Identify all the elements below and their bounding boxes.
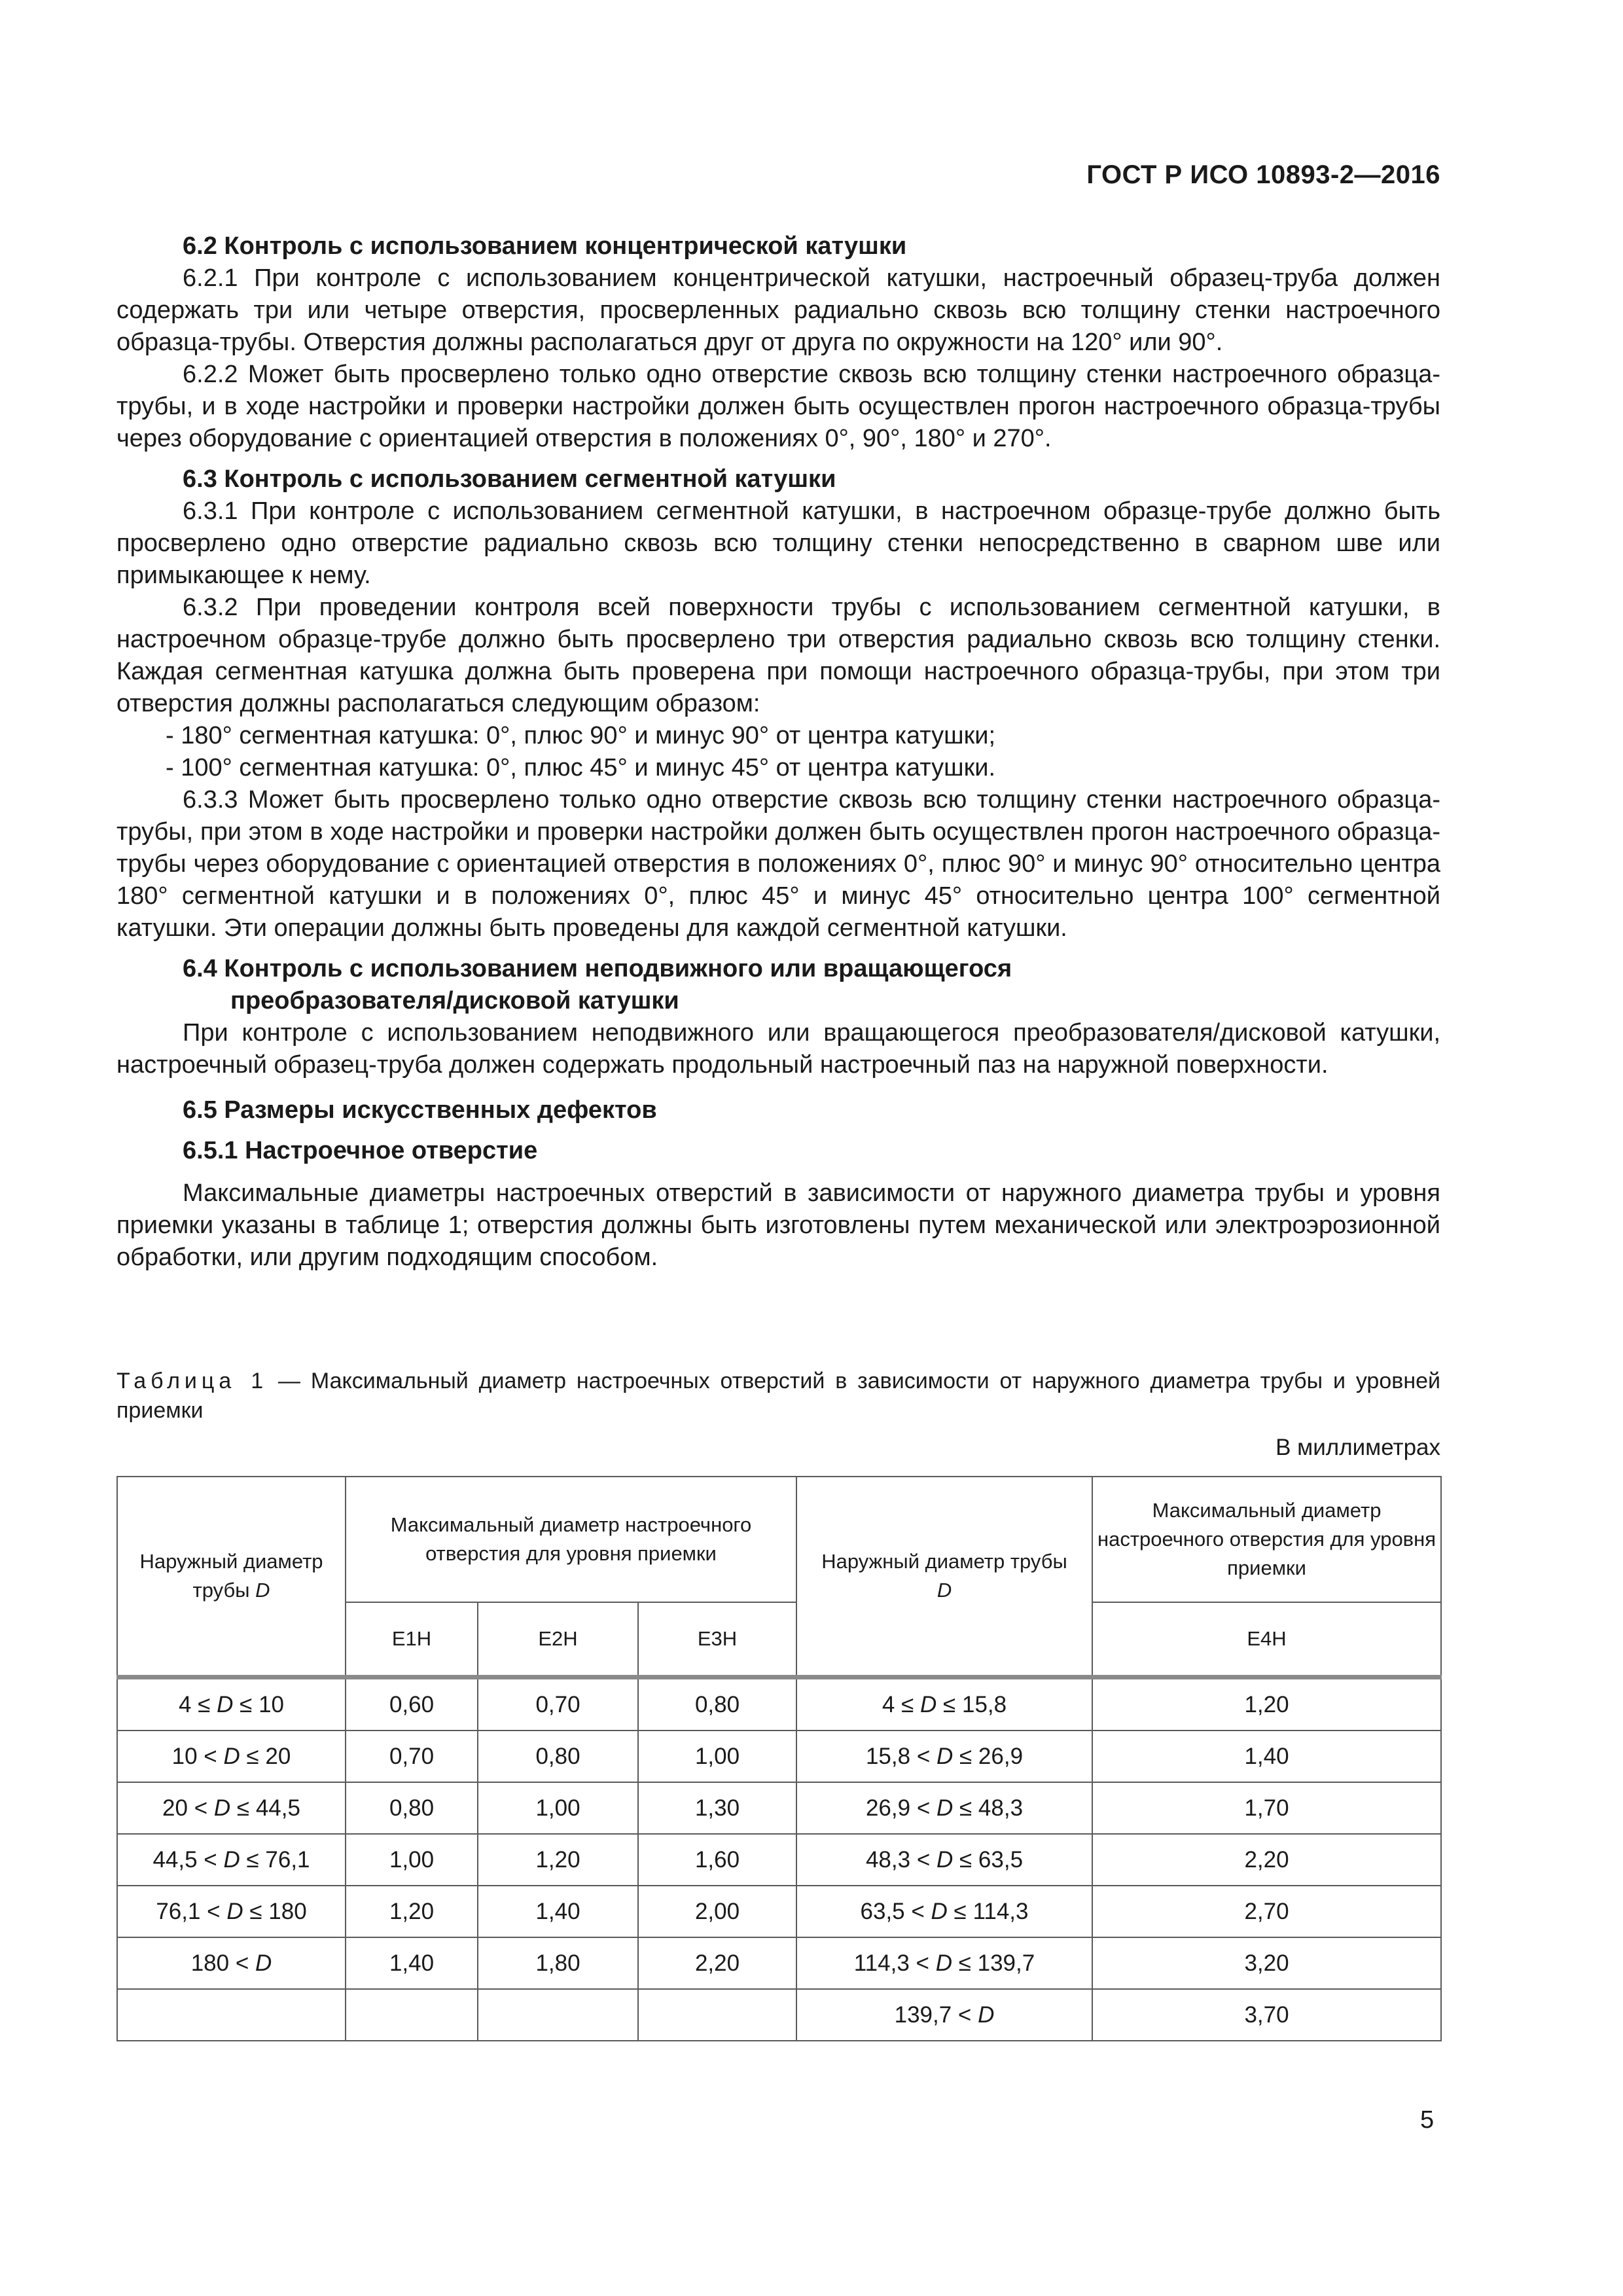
section-6-4-heading-line1: 6.4 Контроль с использованием неподвижного или вращающегося [183,955,1012,982]
cell-e1n: 1,20 [346,1886,478,1937]
cell-e4n: 1,70 [1092,1782,1441,1834]
cell-outer-diameter-left: 76,1 < D ≤ 180 [117,1886,346,1937]
cell-e2n: 1,00 [478,1782,638,1834]
table-row [117,1937,1441,1989]
header-outer-diameter-right: Наружный диаметр трубы D [796,1477,1092,1677]
header-e3n: Е3Н [638,1602,796,1677]
cell-e2n [478,1989,638,2041]
cell-e4n: 1,20 [1092,1677,1441,1731]
table-1 [116,1476,1442,2041]
header-outer-diameter-left: Наружный диаметр трубы D [117,1477,346,1677]
header-e4n: Е4Н [1092,1602,1441,1677]
cell-outer-diameter-left: 10 < D ≤ 20 [117,1731,346,1782]
cell-e2n: 0,80 [478,1731,638,1782]
cell-outer-diameter-right: 114,3 < D ≤ 139,7 [796,1937,1092,1989]
cell-e3n [638,1989,796,2041]
cell-outer-diameter-right: 48,3 < D ≤ 63,5 [796,1834,1092,1886]
cell-e3n: 1,60 [638,1834,796,1886]
paragraph-6-3-1: 6.3.1 При контроле с использованием сегментной катушки, в настроечном образце-трубе должно быть просверлено одно отверстие радиально сквозь всю толщину стенки непосредственно в сварном шве или примыкающее к нему. [116,497,1440,589]
cell-e1n: 1,00 [346,1834,478,1886]
cell-outer-diameter-right: 139,7 < D [796,1989,1092,2041]
cell-e2n: 1,40 [478,1886,638,1937]
table-row [117,1989,1441,2041]
cell-outer-diameter-left: 180 < D [117,1937,346,1989]
cell-outer-diameter-left [117,1989,346,2041]
table-row [117,1731,1441,1782]
document-body [116,230,1440,1274]
table-1-title: — Максимальный диаметр настроечных отверстий в зависимости от наружного диаметра трубы и уровней приемки [116,1369,1440,1423]
table-row [117,1782,1441,1834]
cell-outer-diameter-left: 20 < D ≤ 44,5 [117,1782,346,1834]
paragraph-6-3-3: 6.3.3 Может быть просверлено только одно отверстие сквозь всю толщину стенки настроечного образца-трубы, при этом в ходе настройки и проверки настройки должен быть осуществлен прогон настроечного образца-трубы через оборудование с ориентацией отверстия в положениях 0°, плюс 90° и минус 90° относительно центра 180° сегментной катушки и в положениях 0°, плюс 45° и минус 45° относительно центра 100° сегментной катушки. Эти операции должны быть проведены для каждой сегментной катушки. [116,786,1440,942]
cell-e1n: 1,40 [346,1937,478,1989]
section-6-4-heading [116,953,1440,1017]
cell-e1n: 0,60 [346,1677,478,1731]
header-max-diameter-left: Максимальный диаметр настроечного отверстия для уровня приемки [346,1477,796,1602]
cell-e4n: 3,20 [1092,1937,1441,1989]
page-number: 5 [1420,2106,1435,2134]
document-code: ГОСТ Р ИСО 10893-2—2016 [1086,160,1440,189]
table-row [117,1677,1441,1731]
section-6-5-1-heading: 6.5.1 Настроечное отверстие [183,1137,538,1164]
cell-outer-diameter-left: 4 ≤ D ≤ 10 [117,1677,346,1731]
cell-e3n: 2,00 [638,1886,796,1937]
cell-e3n: 1,30 [638,1782,796,1834]
cell-e3n: 1,00 [638,1731,796,1782]
header-e2n: Е2Н [478,1602,638,1677]
table-row [117,1886,1441,1937]
section-6-2-heading: 6.2 Контроль с использованием концентрической катушки [183,232,907,260]
section-6-3-heading: 6.3 Контроль с использованием сегментной катушки [183,465,836,493]
paragraph-6-4: При контроле с использованием неподвижного или вращающегося преобразователя/дисковой катушки, настроечный образец-труба должен содержать продольный настроечный паз на наружной поверхности. [116,1019,1440,1079]
cell-e2n: 1,80 [478,1937,638,1989]
paragraph-6-2-1: 6.2.1 При контроле с использованием концентрической катушки, настроечный образец-труба должен содержать три или четыре отверстия, просверленных радиально сквозь всю толщину стенки настроечного образца-трубы. Отверстия должны располагаться друг от друга по окружности на 120° или 90°. [116,264,1440,356]
cell-outer-diameter-right: 15,8 < D ≤ 26,9 [796,1731,1092,1782]
paragraph-6-5-1: Максимальные диаметры настроечных отверстий в зависимости от наружного диаметра трубы и уровня приемки указаны в таблице 1; отверстия должны быть изготовлены путем механической или электроэрозионной обработки, или другим подходящим способом. [116,1179,1440,1271]
list-item-100-coil: - 100° сегментная катушка: 0°, плюс 45° и минус 45° от центра катушки. [166,754,996,781]
cell-outer-diameter-right: 26,9 < D ≤ 48,3 [796,1782,1092,1834]
cell-outer-diameter-right: 4 ≤ D ≤ 15,8 [796,1677,1092,1731]
header-e1n: Е1Н [346,1602,478,1677]
section-6-4-heading-line2: преобразователя/дисковой катушки [230,987,679,1014]
cell-outer-diameter-right: 63,5 < D ≤ 114,3 [796,1886,1092,1937]
cell-e4n: 3,70 [1092,1989,1441,2041]
cell-e2n: 0,70 [478,1677,638,1731]
cell-outer-diameter-left: 44,5 < D ≤ 76,1 [117,1834,346,1886]
table-1-label: Таблица 1 [116,1369,268,1393]
cell-e4n: 2,70 [1092,1886,1441,1937]
cell-e3n: 0,80 [638,1677,796,1731]
cell-e1n: 0,70 [346,1731,478,1782]
cell-e1n [346,1989,478,2041]
cell-e1n: 0,80 [346,1782,478,1834]
table-row [117,1834,1441,1886]
paragraph-6-2-2: 6.2.2 Может быть просверлено только одно отверстие сквозь всю толщину стенки настроечного образца-трубы, и в ходе настройки и проверки настройки должен быть осуществлен прогон настроечного образца-трубы через оборудование с ориентацией отверстия в положениях 0°, 90°, 180° и 270°. [116,361,1440,452]
list-item-180-coil: - 180° сегментная катушка: 0°, плюс 90° и минус 90° от центра катушки; [166,722,996,749]
table-units: В миллиметрах [1275,1435,1440,1460]
section-6-5-heading: 6.5 Размеры искусственных дефектов [183,1096,657,1124]
table-1-caption [116,1367,1440,1426]
cell-e2n: 1,20 [478,1834,638,1886]
table-body [117,1677,1441,2041]
cell-e3n: 2,20 [638,1937,796,1989]
cell-e4n: 1,40 [1092,1731,1441,1782]
cell-e4n: 2,20 [1092,1834,1441,1886]
paragraph-6-3-2: 6.3.2 При проведении контроля всей поверхности трубы с использованием сегментной катушки, в настроечном образце-трубе должно быть просверлено три отверстия радиально сквозь всю толщину стенки. Каждая сегментная катушка должна быть проверена при помощи настроечного образца-трубы, при этом три отверстия должны располагаться следующим образом: [116,594,1440,717]
header-max-diameter-right: Максимальный диаметр настроечного отверстия для уровня приемки [1092,1477,1441,1602]
